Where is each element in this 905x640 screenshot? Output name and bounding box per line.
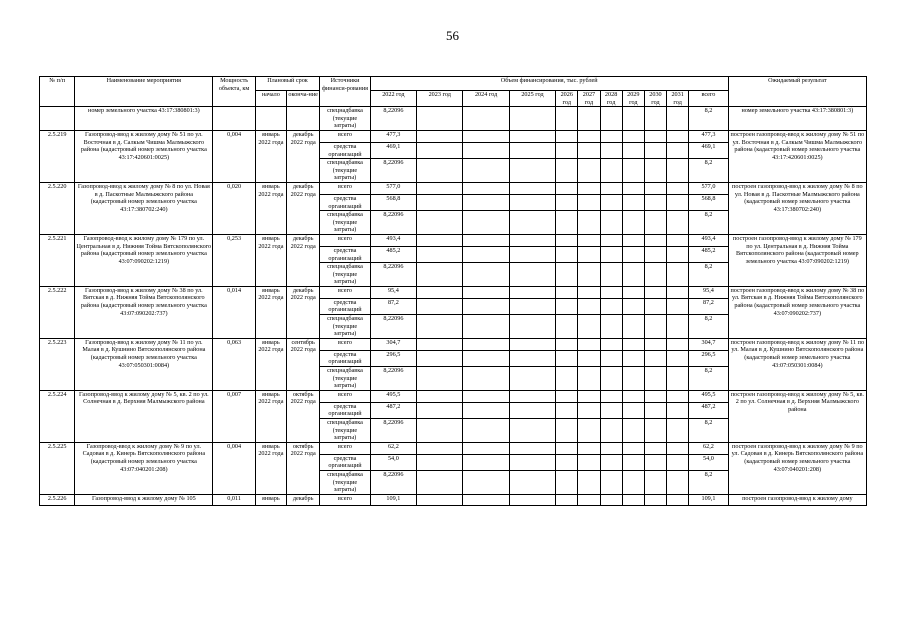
- row-no: 2.5.224: [40, 390, 75, 442]
- row-source: средства организаций: [320, 454, 370, 470]
- row-amount-2022: 304,7: [370, 338, 416, 350]
- row-total: 8,2: [689, 419, 728, 443]
- header-capacity: Мощность объекта, км: [213, 77, 255, 107]
- row-amount-2022: 95,4: [370, 286, 416, 298]
- row-no: 2.5.225: [40, 442, 75, 494]
- row-capacity: 0,253: [213, 234, 255, 286]
- row-total: 8,2: [689, 470, 728, 494]
- carry-name: номер земельного участка 43:17:380801:3): [75, 107, 213, 131]
- table-row: [40, 338, 867, 350]
- header-year: 2023 год: [417, 91, 463, 107]
- row-name: Газопровод-ввод к жилому дому № 8 по ул. Новая в д. Паскотные Малмыжского района (кадастровый номер земельного участка 43:17:380702:240): [75, 182, 213, 234]
- header-year: 2028 год: [600, 91, 622, 107]
- header-end: оконча-ние: [287, 91, 320, 107]
- header-year: 2029 год: [622, 91, 644, 107]
- row-source: спецнадбавка (текущие затраты): [320, 315, 370, 339]
- row-amount-2022: 8,22096: [370, 419, 416, 443]
- row-name: Газопровод-ввод к жилому дому № 11 по ул. Малая в д. Кушнино Вятскополянского района (кадастровый номер земельного участка 43:07:050301:0084): [75, 338, 213, 390]
- row-total: 109,1: [689, 494, 728, 505]
- row-source: спецнадбавка (текущие затраты): [320, 211, 370, 235]
- row-source: всего: [320, 286, 370, 298]
- row-capacity: 0,020: [213, 182, 255, 234]
- row-start: январь 2022 года: [255, 234, 286, 286]
- row-capacity: 0,007: [213, 390, 255, 442]
- carry-amount: 8,22096: [370, 107, 416, 131]
- row-source: спецнадбавка (текущие затраты): [320, 419, 370, 443]
- row-amount-2022: 109,1: [370, 494, 416, 505]
- row-result: построен газопровод-ввод к жилому дому № 5, кв. 2 по ул. Солнечная в д. Верхняя Малмыжского района: [728, 390, 866, 442]
- row-source: спецнадбавка (текущие затраты): [320, 470, 370, 494]
- row-total: 296,5: [689, 350, 728, 366]
- header-year: 2022 год: [370, 91, 416, 107]
- header-schedule: Плановый срок: [255, 77, 320, 91]
- row-no: 2.5.221: [40, 234, 75, 286]
- row-no: 2.5.219: [40, 130, 75, 182]
- row-start: январь 2022 года: [255, 338, 286, 390]
- row-source: средства организаций: [320, 142, 370, 158]
- row-total: 62,2: [689, 442, 728, 454]
- row-name: Газопровод-ввод к жилому дому № 51 по ул. Восточная в д. Салкым Чишма Малмыжского района (кадастровый номер земельного участка 43:17:420601:0025): [75, 130, 213, 182]
- row-name: Газопровод-ввод к жилому дому № 179 по ул. Центральная в д. Нижняя Тойма Вятскополянского района (кадастровый номер земельного участка 43:07:090202:1219): [75, 234, 213, 286]
- row-total: 495,5: [689, 390, 728, 402]
- row-amount-2022: 8,22096: [370, 211, 416, 235]
- row-source: средства организаций: [320, 298, 370, 314]
- row-amount-2022: 296,5: [370, 350, 416, 366]
- table-row: [40, 234, 867, 246]
- table-row: [40, 286, 867, 298]
- row-amount-2022: 62,2: [370, 442, 416, 454]
- row-source: всего: [320, 234, 370, 246]
- carry-total: 8,2: [689, 107, 728, 131]
- row-source: спецнадбавка (текущие затраты): [320, 367, 370, 391]
- row-total: 304,7: [689, 338, 728, 350]
- row-start: январь 2022 года: [255, 442, 286, 494]
- row-name: Газопровод-ввод к жилому дому № 9 по ул. Садовая в д. Кинерь Вятскополянского района (кадастровый номер земельного участка 43:07:040201:208): [75, 442, 213, 494]
- row-total: 568,8: [689, 194, 728, 210]
- row-source: средства организаций: [320, 350, 370, 366]
- row-result: построен газопровод-ввод к жилому дому: [728, 494, 866, 505]
- row-source: всего: [320, 390, 370, 402]
- table-row: [40, 182, 867, 194]
- row-total: 95,4: [689, 286, 728, 298]
- header-source: Источники финанси-рования: [320, 77, 370, 107]
- row-total: 577,0: [689, 182, 728, 194]
- row-source: всего: [320, 494, 370, 505]
- row-source: средства организаций: [320, 194, 370, 210]
- row-end: декабрь 2022 года: [287, 234, 320, 286]
- row-result: построен газопровод-ввод к жилому дому № 38 по ул. Вятская в д. Нижняя Тойма Вятскополянского района (кадастровый номер земельного участка 43:07:090202:737): [728, 286, 866, 338]
- row-no: 2.5.220: [40, 182, 75, 234]
- row-total: 493,4: [689, 234, 728, 246]
- row-source: средства организаций: [320, 246, 370, 262]
- row-amount-2022: 487,2: [370, 402, 416, 418]
- header-no: № п/п: [40, 77, 75, 107]
- row-name: Газопровод-ввод к жилому дому № 5, кв. 2 по ул. Солнечная в д. Верхняя Малмыжского района: [75, 390, 213, 442]
- page-number: 56: [446, 28, 459, 43]
- table-row: [40, 494, 867, 505]
- row-total: 8,2: [689, 159, 728, 183]
- row-source: всего: [320, 130, 370, 142]
- row-end: сентябрь 2022 года: [287, 338, 320, 390]
- row-total: 8,2: [689, 263, 728, 287]
- row-total: 477,3: [689, 130, 728, 142]
- row-source: всего: [320, 338, 370, 350]
- header-name: Наименование мероприятия: [75, 77, 213, 107]
- row-end: декабрь 2022 года: [287, 182, 320, 234]
- carry-no: [40, 107, 75, 131]
- row-total: 54,0: [689, 454, 728, 470]
- row-amount-2022: 54,0: [370, 454, 416, 470]
- table-row: [40, 442, 867, 454]
- row-amount-2022: 87,2: [370, 298, 416, 314]
- header-total: всего: [689, 91, 728, 107]
- row-end: декабрь 2022 года: [287, 130, 320, 182]
- row-result: построен газопровод-ввод к жилому дому № 51 по ул. Восточная в д. Салкым Чишма Малмыжского района (кадастровый номер земельного участка 43:17:420601:0025): [728, 130, 866, 182]
- row-amount-2022: 568,8: [370, 194, 416, 210]
- header-year: 2030 год: [644, 91, 666, 107]
- row-end: декабрь: [287, 494, 320, 505]
- row-start: январь 2022 года: [255, 286, 286, 338]
- row-source: всего: [320, 442, 370, 454]
- carry-source: спецнадбавка (текущие затраты): [320, 107, 370, 131]
- header-year: 2025 год: [509, 91, 555, 107]
- row-source: средства организаций: [320, 402, 370, 418]
- row-amount-2022: 469,1: [370, 142, 416, 158]
- row-amount-2022: 8,22096: [370, 159, 416, 183]
- row-start: январь 2022 года: [255, 130, 286, 182]
- header-year: 2024 год: [463, 91, 509, 107]
- row-end: декабрь 2022 года: [287, 286, 320, 338]
- table-row: [40, 390, 867, 402]
- row-start: январь 2022 года: [255, 182, 286, 234]
- row-result: построен газопровод-ввод к жилому дому № 8 по ул. Новая в д. Паскотные Малмыжского района (кадастровый номер земельного участка 43:17:380702:240): [728, 182, 866, 234]
- header-year: 2026 год: [556, 91, 578, 107]
- row-source: всего: [320, 182, 370, 194]
- row-capacity: 0,011: [213, 494, 255, 505]
- row-total: 8,2: [689, 367, 728, 391]
- row-total: 8,2: [689, 211, 728, 235]
- row-total: 469,1: [689, 142, 728, 158]
- row-name: Газопровод-ввод к жилому дому № 38 по ул. Вятская в д. Нижняя Тойма Вятскополянского района (кадастровый номер земельного участка 43:07:090202:737): [75, 286, 213, 338]
- header-year: 2027 год: [578, 91, 600, 107]
- row-source: спецнадбавка (текущие затраты): [320, 263, 370, 287]
- row-amount-2022: 8,22096: [370, 367, 416, 391]
- header-year: 2031 год: [667, 91, 689, 107]
- funding-table: [39, 76, 867, 506]
- row-capacity: 0,004: [213, 130, 255, 182]
- row-amount-2022: 8,22096: [370, 263, 416, 287]
- row-result: построен газопровод-ввод к жилому дому № 9 по ул. Садовая в д. Кинерь Вятскополянского района (кадастровый номер земельного участка 43:07:040201:208): [728, 442, 866, 494]
- header-result: Ожидаемый результат: [728, 77, 866, 107]
- row-no: 2.5.223: [40, 338, 75, 390]
- carry-result: номер земельного участка 43:17:380801:3): [728, 107, 866, 131]
- row-capacity: 0,004: [213, 442, 255, 494]
- row-source: спецнадбавка (текущие затраты): [320, 159, 370, 183]
- row-amount-2022: 8,22096: [370, 470, 416, 494]
- row-capacity: 0,014: [213, 286, 255, 338]
- row-no: 2.5.226: [40, 494, 75, 505]
- header-funding: Объем финансирования, тыс. рублей: [370, 77, 728, 91]
- row-amount-2022: 485,2: [370, 246, 416, 262]
- row-total: 87,2: [689, 298, 728, 314]
- table-row: [40, 130, 867, 142]
- row-amount-2022: 477,3: [370, 130, 416, 142]
- row-end: октябрь 2022 года: [287, 390, 320, 442]
- row-start: январь: [255, 494, 286, 505]
- row-result: построен газопровод-ввод к жилому дому № 179 по ул. Центральная в д. Нижняя Тойма Вятскополянского района (кадастровый номер земельного участка 43:07:090202:1219): [728, 234, 866, 286]
- row-amount-2022: 495,5: [370, 390, 416, 402]
- row-capacity: 0,063: [213, 338, 255, 390]
- row-amount-2022: 8,22096: [370, 315, 416, 339]
- row-result: построен газопровод-ввод к жилому дому № 11 по ул. Малая в д. Кушнино Вятскополянского района (кадастровый номер земельного участка 43:07:050301:0084): [728, 338, 866, 390]
- row-no: 2.5.222: [40, 286, 75, 338]
- row-total: 487,2: [689, 402, 728, 418]
- row-amount-2022: 493,4: [370, 234, 416, 246]
- row-start: январь 2022 года: [255, 390, 286, 442]
- row-end: октябрь 2022 года: [287, 442, 320, 494]
- header-start: начало: [255, 91, 286, 107]
- row-amount-2022: 577,0: [370, 182, 416, 194]
- row-total: 485,2: [689, 246, 728, 262]
- row-total: 8,2: [689, 315, 728, 339]
- row-name: Газопровод-ввод к жилому дому № 105: [75, 494, 213, 505]
